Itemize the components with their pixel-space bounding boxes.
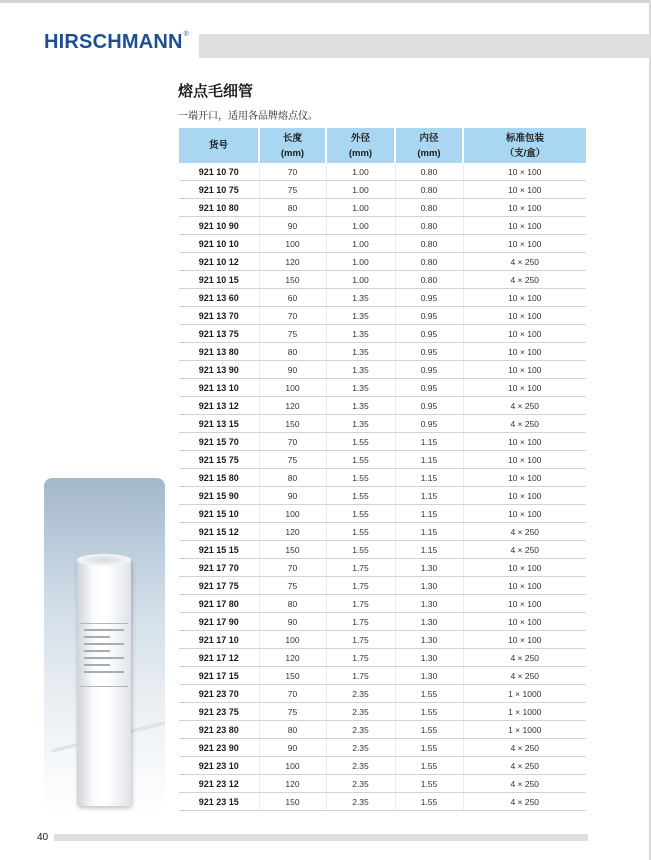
cell-standard-pack: 1 × 1000	[463, 685, 586, 703]
cell-item-number: 921 17 80	[179, 595, 259, 613]
cell-outer-diameter: 1.75	[326, 613, 395, 631]
table-row	[179, 739, 586, 757]
cell-item-number: 921 23 90	[179, 739, 259, 757]
table-row	[179, 649, 586, 667]
cell-length: 150	[259, 415, 326, 433]
cell-inner-diameter: 1.55	[395, 685, 463, 703]
cell-item-number: 921 13 15	[179, 415, 259, 433]
page-subtitle: 一端开口，适用各品牌熔点仪。	[178, 111, 318, 122]
cell-length: 90	[259, 487, 326, 505]
cell-item-number: 921 23 12	[179, 775, 259, 793]
cell-item-number: 921 17 70	[179, 559, 259, 577]
tube-cap	[77, 554, 131, 566]
cell-standard-pack: 10 × 100	[463, 631, 586, 649]
cell-standard-pack: 10 × 100	[463, 289, 586, 307]
cell-outer-diameter: 1.55	[326, 505, 395, 523]
table-row	[179, 703, 586, 721]
table-row	[179, 343, 586, 361]
top-frame-rule	[0, 0, 651, 3]
cell-inner-diameter: 1.30	[395, 613, 463, 631]
cell-item-number: 921 13 70	[179, 307, 259, 325]
table-row	[179, 487, 586, 505]
cell-inner-diameter: 0.95	[395, 289, 463, 307]
table-row	[179, 235, 586, 253]
cell-length: 120	[259, 397, 326, 415]
cell-length: 100	[259, 379, 326, 397]
cell-standard-pack: 10 × 100	[463, 343, 586, 361]
cell-standard-pack: 10 × 100	[463, 199, 586, 217]
cell-length: 120	[259, 775, 326, 793]
cell-standard-pack: 4 × 250	[463, 775, 586, 793]
cell-item-number: 921 13 80	[179, 343, 259, 361]
cell-outer-diameter: 1.35	[326, 361, 395, 379]
cell-outer-diameter: 2.35	[326, 703, 395, 721]
cell-length: 70	[259, 307, 326, 325]
footer-band	[54, 834, 588, 841]
cell-item-number: 921 15 75	[179, 451, 259, 469]
cell-item-number: 921 10 70	[179, 163, 259, 181]
product-spec-table	[179, 128, 586, 811]
cell-outer-diameter: 1.00	[326, 271, 395, 289]
cell-outer-diameter: 1.75	[326, 577, 395, 595]
header-inner-diameter: 内径 (mm)	[395, 128, 463, 163]
cell-length: 80	[259, 595, 326, 613]
cell-length: 60	[259, 289, 326, 307]
cell-inner-diameter: 0.80	[395, 271, 463, 289]
cell-inner-diameter: 1.15	[395, 469, 463, 487]
table-row	[179, 559, 586, 577]
cell-standard-pack: 4 × 250	[463, 541, 586, 559]
cell-standard-pack: 4 × 250	[463, 757, 586, 775]
table-row	[179, 163, 586, 181]
cell-inner-diameter: 1.30	[395, 667, 463, 685]
cell-outer-diameter: 1.55	[326, 487, 395, 505]
header-band	[199, 34, 651, 58]
cell-standard-pack: 4 × 250	[463, 667, 586, 685]
cell-inner-diameter: 0.95	[395, 397, 463, 415]
brand-name: HIRSCHMANN	[44, 31, 183, 53]
cell-standard-pack: 10 × 100	[463, 577, 586, 595]
cell-item-number: 921 17 12	[179, 649, 259, 667]
cell-outer-diameter: 1.75	[326, 649, 395, 667]
cell-item-number: 921 15 12	[179, 523, 259, 541]
cell-length: 70	[259, 433, 326, 451]
cell-outer-diameter: 1.75	[326, 631, 395, 649]
cell-item-number: 921 17 90	[179, 613, 259, 631]
table-row	[179, 289, 586, 307]
cell-length: 90	[259, 217, 326, 235]
cell-inner-diameter: 1.30	[395, 649, 463, 667]
table-row	[179, 181, 586, 199]
cell-item-number: 921 13 90	[179, 361, 259, 379]
cell-inner-diameter: 1.55	[395, 793, 463, 811]
cell-inner-diameter: 1.15	[395, 541, 463, 559]
cell-length: 120	[259, 649, 326, 667]
cell-inner-diameter: 0.95	[395, 415, 463, 433]
table-row	[179, 217, 586, 235]
cell-length: 90	[259, 613, 326, 631]
cell-outer-diameter: 1.35	[326, 325, 395, 343]
cell-standard-pack: 10 × 100	[463, 505, 586, 523]
cell-standard-pack: 10 × 100	[463, 217, 586, 235]
cell-item-number: 921 15 70	[179, 433, 259, 451]
table-row	[179, 793, 586, 811]
cell-outer-diameter: 1.35	[326, 397, 395, 415]
table-row	[179, 451, 586, 469]
cell-standard-pack: 10 × 100	[463, 163, 586, 181]
cell-item-number: 921 10 80	[179, 199, 259, 217]
cell-outer-diameter: 1.00	[326, 253, 395, 271]
table-row	[179, 469, 586, 487]
cell-outer-diameter: 1.55	[326, 541, 395, 559]
cell-item-number: 921 13 10	[179, 379, 259, 397]
cell-inner-diameter: 1.30	[395, 559, 463, 577]
header-outer-diameter: 外径 (mm)	[326, 128, 395, 163]
table-row	[179, 577, 586, 595]
cell-standard-pack: 4 × 250	[463, 523, 586, 541]
table-row	[179, 361, 586, 379]
cell-inner-diameter: 1.55	[395, 757, 463, 775]
cell-item-number: 921 23 80	[179, 721, 259, 739]
cell-inner-diameter: 0.80	[395, 163, 463, 181]
cell-standard-pack: 10 × 100	[463, 235, 586, 253]
table-row	[179, 757, 586, 775]
cell-item-number: 921 17 15	[179, 667, 259, 685]
cell-standard-pack: 4 × 250	[463, 271, 586, 289]
cell-standard-pack: 10 × 100	[463, 379, 586, 397]
cell-inner-diameter: 1.15	[395, 487, 463, 505]
cell-inner-diameter: 0.80	[395, 217, 463, 235]
cell-length: 150	[259, 793, 326, 811]
cell-outer-diameter: 1.00	[326, 163, 395, 181]
table-row	[179, 541, 586, 559]
cell-inner-diameter: 1.30	[395, 595, 463, 613]
cell-standard-pack: 4 × 250	[463, 649, 586, 667]
cell-standard-pack: 10 × 100	[463, 433, 586, 451]
cell-length: 120	[259, 523, 326, 541]
cell-item-number: 921 13 60	[179, 289, 259, 307]
cell-inner-diameter: 0.95	[395, 343, 463, 361]
cell-standard-pack: 10 × 100	[463, 451, 586, 469]
cell-inner-diameter: 1.15	[395, 433, 463, 451]
cell-length: 70	[259, 559, 326, 577]
cell-inner-diameter: 1.55	[395, 739, 463, 757]
table-row	[179, 667, 586, 685]
page-number: 40	[37, 832, 49, 843]
cell-item-number: 921 13 75	[179, 325, 259, 343]
cell-outer-diameter: 1.75	[326, 667, 395, 685]
table-row	[179, 631, 586, 649]
cell-standard-pack: 10 × 100	[463, 469, 586, 487]
header-item-number: 货号	[179, 128, 259, 163]
cell-item-number: 921 23 15	[179, 793, 259, 811]
cell-standard-pack: 4 × 250	[463, 415, 586, 433]
cell-outer-diameter: 1.75	[326, 559, 395, 577]
cell-inner-diameter: 1.30	[395, 631, 463, 649]
table-body	[179, 163, 586, 811]
cell-standard-pack: 10 × 100	[463, 613, 586, 631]
cell-inner-diameter: 0.80	[395, 181, 463, 199]
brand-logo	[44, 31, 189, 54]
cell-length: 100	[259, 235, 326, 253]
cell-standard-pack: 10 × 100	[463, 595, 586, 613]
cell-inner-diameter: 0.95	[395, 379, 463, 397]
cell-inner-diameter: 0.80	[395, 253, 463, 271]
cell-length: 75	[259, 703, 326, 721]
cell-standard-pack: 4 × 250	[463, 739, 586, 757]
page-title: 熔点毛细管	[178, 82, 254, 100]
tube-label-graphic	[80, 623, 128, 687]
cell-inner-diameter: 1.15	[395, 451, 463, 469]
cell-item-number: 921 10 90	[179, 217, 259, 235]
cell-inner-diameter: 0.95	[395, 361, 463, 379]
cell-outer-diameter: 1.00	[326, 199, 395, 217]
cell-standard-pack: 10 × 100	[463, 307, 586, 325]
cell-length: 90	[259, 361, 326, 379]
cell-item-number: 921 15 90	[179, 487, 259, 505]
cell-standard-pack: 10 × 100	[463, 559, 586, 577]
table-row	[179, 775, 586, 793]
table-row	[179, 721, 586, 739]
cell-length: 150	[259, 271, 326, 289]
cell-outer-diameter: 1.35	[326, 343, 395, 361]
cell-length: 150	[259, 541, 326, 559]
table-row	[179, 271, 586, 289]
cell-item-number: 921 23 10	[179, 757, 259, 775]
cell-item-number: 921 23 75	[179, 703, 259, 721]
cell-inner-diameter: 1.55	[395, 775, 463, 793]
table-row	[179, 505, 586, 523]
table-row	[179, 307, 586, 325]
cell-inner-diameter: 1.30	[395, 577, 463, 595]
cell-outer-diameter: 1.55	[326, 451, 395, 469]
cell-inner-diameter: 1.55	[395, 721, 463, 739]
cell-outer-diameter: 2.35	[326, 793, 395, 811]
cell-length: 150	[259, 667, 326, 685]
cell-length: 70	[259, 685, 326, 703]
cell-inner-diameter: 1.15	[395, 523, 463, 541]
cell-standard-pack: 1 × 1000	[463, 721, 586, 739]
cell-length: 100	[259, 631, 326, 649]
cell-length: 80	[259, 199, 326, 217]
cell-item-number: 921 10 10	[179, 235, 259, 253]
cell-length: 75	[259, 451, 326, 469]
cell-standard-pack: 4 × 250	[463, 397, 586, 415]
cell-inner-diameter: 0.95	[395, 307, 463, 325]
cell-outer-diameter: 1.55	[326, 433, 395, 451]
cell-length: 80	[259, 343, 326, 361]
cell-standard-pack: 10 × 100	[463, 325, 586, 343]
table-row	[179, 433, 586, 451]
cell-item-number: 921 17 10	[179, 631, 259, 649]
cell-length: 70	[259, 163, 326, 181]
cell-standard-pack: 10 × 100	[463, 181, 586, 199]
cell-outer-diameter: 1.75	[326, 595, 395, 613]
cell-length: 75	[259, 325, 326, 343]
cell-inner-diameter: 0.80	[395, 199, 463, 217]
cell-standard-pack: 1 × 1000	[463, 703, 586, 721]
cell-standard-pack: 4 × 250	[463, 253, 586, 271]
cell-outer-diameter: 1.35	[326, 307, 395, 325]
product-photo	[44, 478, 165, 813]
cell-item-number: 921 10 12	[179, 253, 259, 271]
cell-outer-diameter: 1.55	[326, 469, 395, 487]
table-row	[179, 613, 586, 631]
header-standard-pack: 标准包装 （支/盒）	[463, 128, 586, 163]
cell-length: 80	[259, 721, 326, 739]
cell-outer-diameter: 2.35	[326, 685, 395, 703]
cell-length: 120	[259, 253, 326, 271]
cell-outer-diameter: 1.35	[326, 289, 395, 307]
cell-item-number: 921 15 10	[179, 505, 259, 523]
table-row	[179, 325, 586, 343]
cell-length: 100	[259, 757, 326, 775]
cell-length: 90	[259, 739, 326, 757]
cell-length: 75	[259, 577, 326, 595]
cell-item-number: 921 15 15	[179, 541, 259, 559]
cell-outer-diameter: 2.35	[326, 775, 395, 793]
table-row	[179, 595, 586, 613]
cell-inner-diameter: 0.95	[395, 325, 463, 343]
cell-outer-diameter: 1.35	[326, 379, 395, 397]
cell-outer-diameter: 1.35	[326, 415, 395, 433]
table-row	[179, 379, 586, 397]
cell-outer-diameter: 1.00	[326, 217, 395, 235]
table-row	[179, 397, 586, 415]
cell-outer-diameter: 2.35	[326, 757, 395, 775]
cell-outer-diameter: 1.55	[326, 523, 395, 541]
table-row	[179, 685, 586, 703]
cell-item-number: 921 23 70	[179, 685, 259, 703]
cell-item-number: 921 15 80	[179, 469, 259, 487]
cell-standard-pack: 10 × 100	[463, 487, 586, 505]
cell-outer-diameter: 2.35	[326, 721, 395, 739]
table-row	[179, 523, 586, 541]
cell-item-number: 921 10 15	[179, 271, 259, 289]
registered-mark: ®	[183, 31, 190, 38]
cell-outer-diameter: 2.35	[326, 739, 395, 757]
cell-inner-diameter: 1.15	[395, 505, 463, 523]
cell-item-number: 921 17 75	[179, 577, 259, 595]
cell-length: 100	[259, 505, 326, 523]
cell-length: 80	[259, 469, 326, 487]
cell-outer-diameter: 1.00	[326, 235, 395, 253]
cell-outer-diameter: 1.00	[326, 181, 395, 199]
cell-length: 75	[259, 181, 326, 199]
cell-standard-pack: 10 × 100	[463, 361, 586, 379]
cell-item-number: 921 10 75	[179, 181, 259, 199]
table-row	[179, 415, 586, 433]
cell-inner-diameter: 0.80	[395, 235, 463, 253]
table-header-row	[179, 128, 586, 163]
cell-standard-pack: 4 × 250	[463, 793, 586, 811]
table-row	[179, 199, 586, 217]
header-length: 长度 (mm)	[259, 128, 326, 163]
cell-inner-diameter: 1.55	[395, 703, 463, 721]
table-row	[179, 253, 586, 271]
cell-item-number: 921 13 12	[179, 397, 259, 415]
